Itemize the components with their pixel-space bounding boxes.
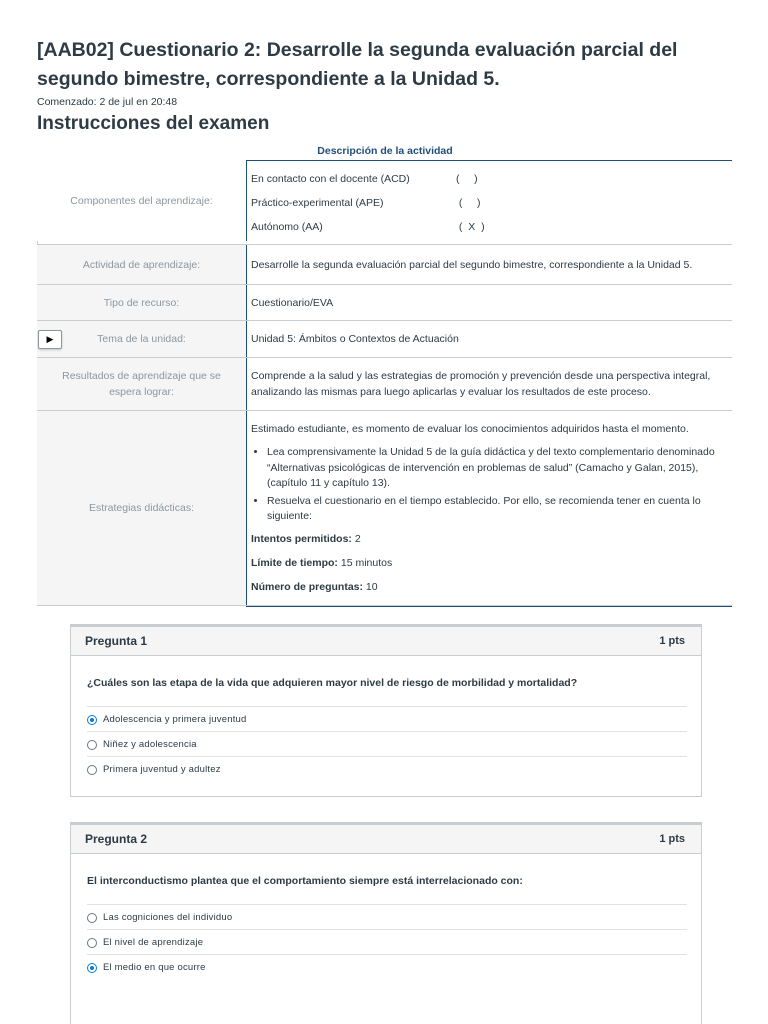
- limite-line: [251, 555, 392, 571]
- answer-label: El medio en que ocurre: [103, 962, 206, 973]
- estrategias-label: Estrategias didácticas:: [37, 411, 246, 605]
- question-name: Pregunta 2: [85, 832, 148, 846]
- answer-option[interactable]: [87, 954, 687, 979]
- componente-acd-text: En contacto con el docente (ACD): [251, 173, 410, 185]
- intentos-label: Intentos permitidos:: [251, 533, 352, 545]
- intentos-value: 2: [351, 533, 361, 545]
- row-tema: [37, 320, 732, 357]
- radio-button[interactable]: [87, 765, 97, 775]
- answer-option[interactable]: [87, 904, 687, 929]
- componentes-label: Componentes del aprendizaje:: [37, 160, 246, 241]
- tema-value: Unidad 5: Ámbitos o Contextos de Actuación: [246, 321, 732, 357]
- estrategias-intro: Estimado estudiante, es momento de evaluar los conocimientos adquiridos hasta el momento.: [251, 423, 689, 435]
- question-header: [71, 823, 701, 854]
- resultados-label: Resultados de aprendizaje que se espera lograr:: [37, 358, 246, 410]
- activity-description-header: Descripción de la actividad: [317, 145, 453, 157]
- answer-label: Adolescencia y primera juventud: [103, 714, 247, 725]
- limite-value: 15 minutos: [337, 557, 393, 569]
- estrategias-value: [246, 411, 732, 605]
- componente-ape-text: Práctico-experimental (APE): [251, 197, 384, 209]
- resultados-value: Comprende a la salud y las estrategias de promoción y prevención desde una perspectiva integral, analizando las mismas para luego aplicarlas y evaluar los resultados de este proceso.: [246, 358, 732, 410]
- question-header: [71, 625, 701, 656]
- actividad-label: Actividad de aprendizaje:: [37, 245, 246, 284]
- numero-label: Número de preguntas:: [251, 581, 364, 593]
- list-item: • Lea comprensivamente la Unidad 5 de la guía didáctica y del texto complementario denominado “Alternativas psicológicas de intervención en problemas de salud” (Camacho y Galan, 2015), (capítulo 11 y capítulo 13).: [267, 445, 729, 492]
- tipo-value: Cuestionario/EVA: [246, 285, 732, 320]
- list-item: • Resuelva el cuestionario en el tiempo establecido. Por ello, se recomienda tener en cuenta lo siguiente:: [267, 494, 729, 525]
- radio-button-selected[interactable]: [87, 963, 97, 973]
- answer-label: Primera juventud y adultez: [103, 764, 221, 775]
- answer-label: Niñez y adolescencia: [103, 739, 197, 750]
- question-card-2: [70, 822, 702, 1024]
- radio-button[interactable]: [87, 938, 97, 948]
- started-timestamp: Comenzado: 2 de jul en 20:48: [37, 96, 178, 108]
- play-button[interactable]: [38, 330, 62, 349]
- componente-aa-text: Autónomo (AA): [251, 221, 323, 233]
- componentes-value: [246, 160, 732, 241]
- question-text: El interconductismo plantea que el comportamiento siempre está interrelacionado con:: [87, 875, 523, 887]
- answer-option[interactable]: [87, 756, 687, 781]
- componente-ape: [251, 195, 481, 211]
- componente-ape-mark: ( ): [456, 197, 481, 209]
- actividad-value: Desarrolle la segunda evaluación parcial del segundo bimestre, correspondiente a la Unidad 5.: [246, 245, 732, 284]
- play-icon: ▶: [46, 334, 54, 344]
- answer-label: El nivel de aprendizaje: [103, 937, 204, 948]
- question-text: ¿Cuáles son las etapa de la vida que adquieren mayor nivel de riesgo de morbilidad y mortalidad?: [87, 677, 578, 689]
- numero-value: 10: [363, 581, 378, 593]
- radio-button-selected[interactable]: [87, 715, 97, 725]
- componente-aa: [251, 219, 485, 235]
- answer-option[interactable]: [87, 731, 687, 756]
- row-estrategias: [37, 410, 732, 606]
- radio-button[interactable]: [87, 740, 97, 750]
- row-resultados: [37, 357, 732, 410]
- row-componentes: [37, 160, 732, 241]
- limite-label: Límite de tiempo:: [251, 557, 338, 569]
- tipo-label: Tipo de recurso:: [37, 285, 246, 320]
- table-bottom-border: [246, 606, 732, 607]
- answer-option[interactable]: [87, 706, 687, 731]
- question-card-1: [70, 624, 702, 797]
- question-name: Pregunta 1: [85, 634, 148, 648]
- quiz-title: [AAB02] Cuestionario 2: Desarrolle la segunda evaluación parcial del segundo bimestre, correspondiente a la Unidad 5.: [37, 39, 678, 90]
- question-points: 1 pts: [659, 833, 685, 845]
- componente-acd-mark: ( ): [456, 173, 478, 185]
- numero-line: [251, 579, 378, 595]
- tema-label: Tema de la unidad:: [37, 321, 246, 357]
- componente-acd: [251, 171, 478, 187]
- instructions-heading: Instrucciones del examen: [37, 113, 270, 134]
- answer-label: Las cogniciones del individuo: [103, 912, 233, 923]
- row-actividad: [37, 244, 732, 284]
- radio-button[interactable]: [87, 913, 97, 923]
- question-points: 1 pts: [659, 635, 685, 647]
- componente-aa-mark: ( X ): [456, 221, 485, 233]
- estrategias-list: [267, 445, 729, 527]
- answer-option[interactable]: [87, 929, 687, 954]
- row-tipo: [37, 284, 732, 320]
- intentos-line: [251, 531, 361, 547]
